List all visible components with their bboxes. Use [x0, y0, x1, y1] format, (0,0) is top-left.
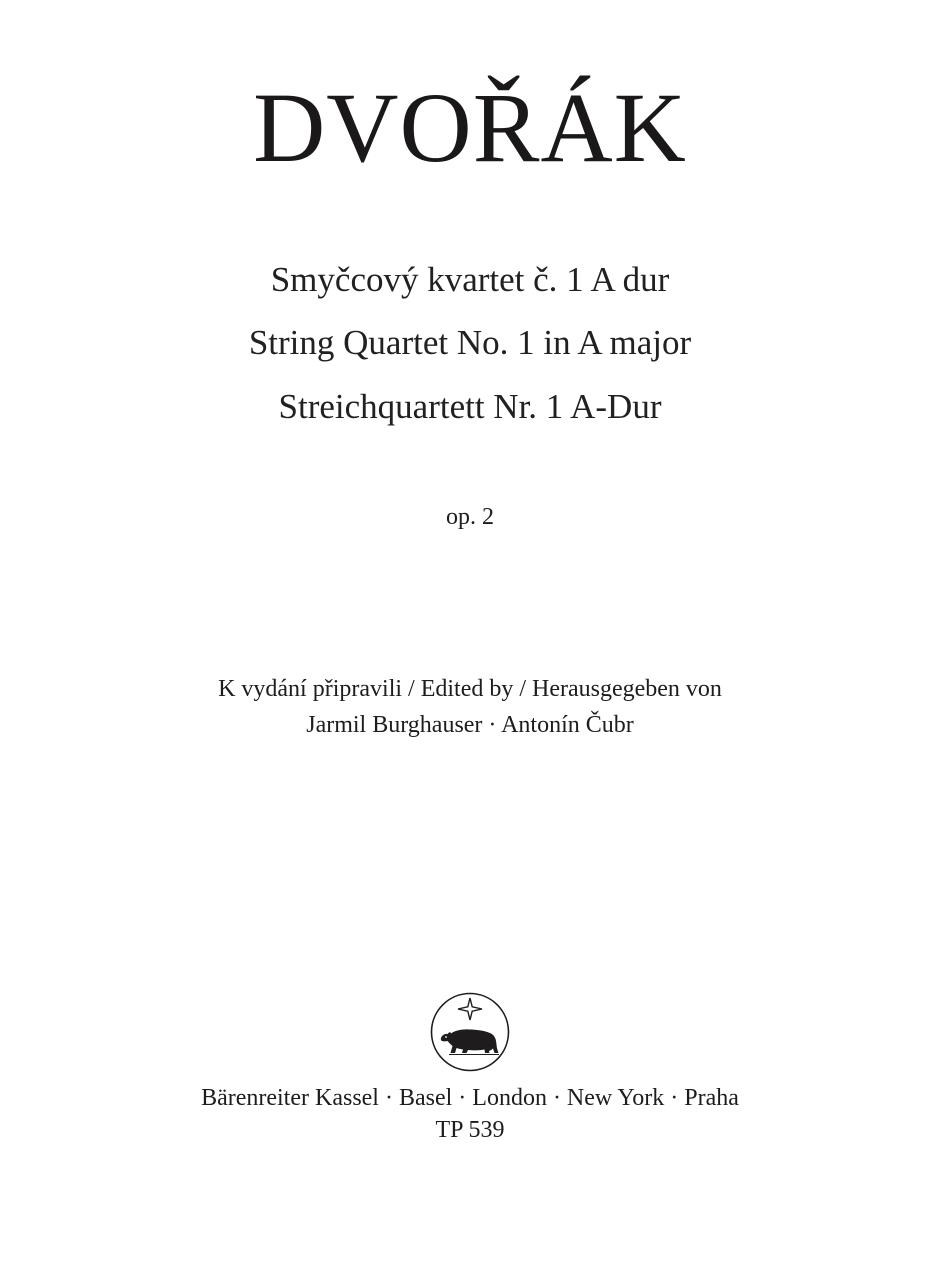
baerenreiter-bear-star-logo-icon: [429, 991, 511, 1073]
title-czech: Smyčcový kvartet č. 1 A dur: [270, 260, 670, 299]
title-english: String Quartet No. 1 in A major: [248, 323, 692, 362]
composer-name: DVOŘÁK: [253, 72, 687, 183]
publisher-cities: Bärenreiter Kassel · Basel · London · New York · Praha: [201, 1085, 739, 1111]
catalog-number: TP 539: [435, 1117, 505, 1143]
editor-names: Jarmil Burghauser · Antonín Čubr: [306, 712, 634, 738]
opus-number: op. 2: [446, 504, 494, 530]
editor-credit-line: K vydání připravili / Edited by / Herausgegeben von: [218, 676, 722, 702]
title-german: Streichquartett Nr. 1 A-Dur: [278, 387, 662, 426]
